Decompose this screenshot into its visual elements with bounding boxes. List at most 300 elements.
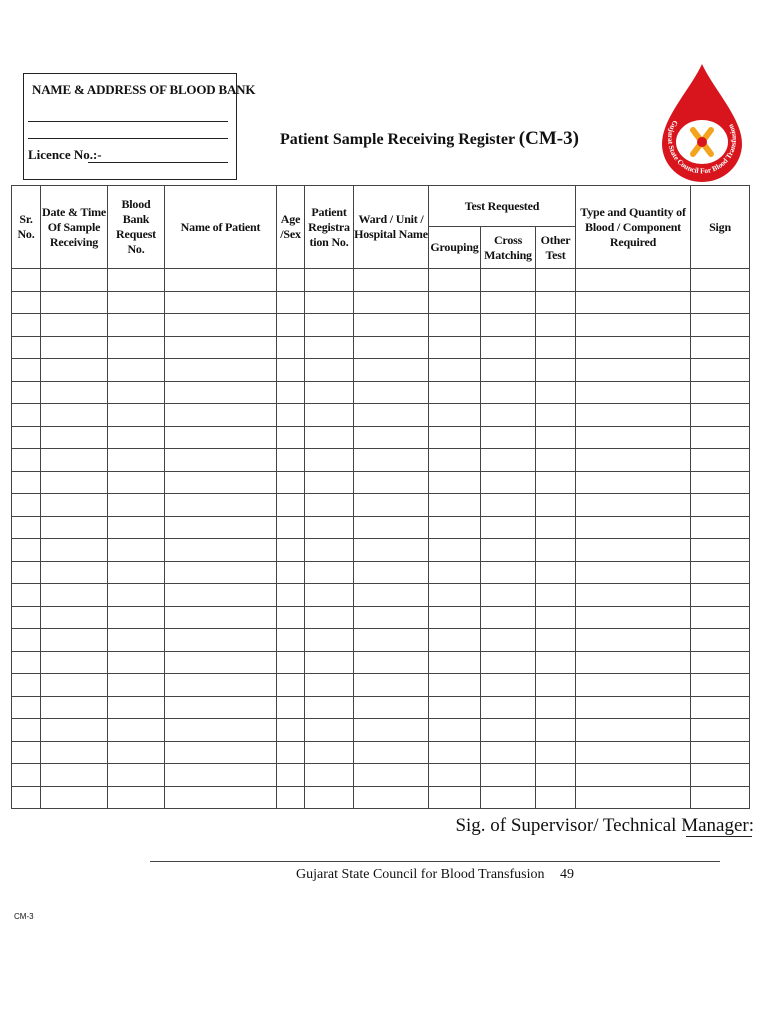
table-cell[interactable] — [12, 404, 41, 427]
table-cell[interactable] — [481, 516, 536, 539]
table-cell[interactable] — [481, 471, 536, 494]
table-cell[interactable] — [429, 539, 481, 562]
table-cell[interactable] — [41, 539, 108, 562]
table-cell[interactable] — [354, 471, 429, 494]
table-cell[interactable] — [481, 696, 536, 719]
table-cell[interactable] — [576, 426, 691, 449]
table-cell[interactable] — [41, 696, 108, 719]
table-cell[interactable] — [354, 539, 429, 562]
table-cell[interactable] — [165, 606, 277, 629]
table-cell[interactable] — [536, 291, 576, 314]
table-cell[interactable] — [108, 269, 165, 292]
address-line-2[interactable] — [28, 138, 228, 139]
table-cell[interactable] — [108, 674, 165, 697]
table-cell[interactable] — [481, 629, 536, 652]
table-cell[interactable] — [41, 651, 108, 674]
table-cell[interactable] — [305, 674, 354, 697]
table-cell[interactable] — [41, 381, 108, 404]
table-cell[interactable] — [108, 741, 165, 764]
table-cell[interactable] — [691, 404, 750, 427]
supervisor-signature-line[interactable] — [686, 836, 752, 837]
table-cell[interactable] — [41, 359, 108, 382]
table-cell[interactable] — [108, 449, 165, 472]
table-cell[interactable] — [12, 629, 41, 652]
table-cell[interactable] — [576, 539, 691, 562]
table-cell[interactable] — [481, 336, 536, 359]
table-cell[interactable] — [165, 336, 277, 359]
table-cell[interactable] — [165, 291, 277, 314]
table-cell[interactable] — [12, 494, 41, 517]
table-cell[interactable] — [41, 449, 108, 472]
table-cell[interactable] — [305, 516, 354, 539]
table-cell[interactable] — [429, 471, 481, 494]
table-cell[interactable] — [576, 606, 691, 629]
table-cell[interactable] — [429, 269, 481, 292]
table-cell[interactable] — [108, 719, 165, 742]
table-cell[interactable] — [691, 336, 750, 359]
table-cell[interactable] — [576, 764, 691, 787]
table-cell[interactable] — [354, 494, 429, 517]
table-cell[interactable] — [481, 539, 536, 562]
table-cell[interactable] — [277, 449, 305, 472]
table-cell[interactable] — [354, 561, 429, 584]
table-cell[interactable] — [305, 651, 354, 674]
table-cell[interactable] — [12, 696, 41, 719]
table-cell[interactable] — [305, 584, 354, 607]
table-cell[interactable] — [536, 336, 576, 359]
table-cell[interactable] — [277, 696, 305, 719]
table-cell[interactable] — [576, 336, 691, 359]
table-cell[interactable] — [305, 764, 354, 787]
table-cell[interactable] — [576, 494, 691, 517]
table-cell[interactable] — [576, 696, 691, 719]
address-line-1[interactable] — [28, 121, 228, 122]
table-cell[interactable] — [576, 786, 691, 809]
table-cell[interactable] — [481, 561, 536, 584]
table-cell[interactable] — [305, 291, 354, 314]
table-cell[interactable] — [481, 404, 536, 427]
table-cell[interactable] — [108, 426, 165, 449]
table-cell[interactable] — [12, 606, 41, 629]
table-cell[interactable] — [691, 674, 750, 697]
table-cell[interactable] — [691, 606, 750, 629]
table-cell[interactable] — [429, 606, 481, 629]
table-cell[interactable] — [429, 314, 481, 337]
table-cell[interactable] — [691, 584, 750, 607]
table-cell[interactable] — [12, 291, 41, 314]
table-cell[interactable] — [576, 269, 691, 292]
table-cell[interactable] — [429, 426, 481, 449]
table-cell[interactable] — [108, 584, 165, 607]
table-cell[interactable] — [305, 629, 354, 652]
table-cell[interactable] — [305, 314, 354, 337]
table-cell[interactable] — [691, 269, 750, 292]
table-cell[interactable] — [165, 561, 277, 584]
table-cell[interactable] — [354, 314, 429, 337]
table-cell[interactable] — [277, 786, 305, 809]
table-cell[interactable] — [354, 269, 429, 292]
table-cell[interactable] — [165, 696, 277, 719]
table-cell[interactable] — [576, 314, 691, 337]
table-cell[interactable] — [691, 786, 750, 809]
table-cell[interactable] — [576, 471, 691, 494]
table-cell[interactable] — [165, 516, 277, 539]
table-cell[interactable] — [305, 561, 354, 584]
table-cell[interactable] — [305, 719, 354, 742]
table-cell[interactable] — [354, 741, 429, 764]
table-cell[interactable] — [536, 449, 576, 472]
table-cell[interactable] — [576, 404, 691, 427]
table-cell[interactable] — [108, 764, 165, 787]
table-cell[interactable] — [576, 291, 691, 314]
table-cell[interactable] — [481, 786, 536, 809]
table-cell[interactable] — [108, 381, 165, 404]
table-cell[interactable] — [277, 494, 305, 517]
table-cell[interactable] — [536, 359, 576, 382]
table-cell[interactable] — [12, 651, 41, 674]
licence-number-line[interactable] — [88, 162, 228, 163]
table-cell[interactable] — [576, 561, 691, 584]
table-cell[interactable] — [536, 314, 576, 337]
table-cell[interactable] — [691, 719, 750, 742]
table-cell[interactable] — [12, 516, 41, 539]
table-cell[interactable] — [108, 561, 165, 584]
table-cell[interactable] — [481, 764, 536, 787]
table-cell[interactable] — [12, 449, 41, 472]
table-cell[interactable] — [12, 269, 41, 292]
table-cell[interactable] — [576, 719, 691, 742]
table-cell[interactable] — [41, 629, 108, 652]
table-cell[interactable] — [354, 719, 429, 742]
table-cell[interactable] — [429, 561, 481, 584]
table-cell[interactable] — [536, 584, 576, 607]
table-cell[interactable] — [576, 651, 691, 674]
table-cell[interactable] — [481, 584, 536, 607]
table-cell[interactable] — [576, 516, 691, 539]
table-cell[interactable] — [41, 719, 108, 742]
table-cell[interactable] — [536, 471, 576, 494]
table-cell[interactable] — [536, 741, 576, 764]
table-cell[interactable] — [536, 404, 576, 427]
table-cell[interactable] — [429, 719, 481, 742]
table-cell[interactable] — [277, 584, 305, 607]
table-cell[interactable] — [108, 539, 165, 562]
table-cell[interactable] — [429, 786, 481, 809]
table-cell[interactable] — [691, 516, 750, 539]
table-cell[interactable] — [305, 741, 354, 764]
table-cell[interactable] — [41, 741, 108, 764]
table-cell[interactable] — [305, 426, 354, 449]
table-cell[interactable] — [354, 359, 429, 382]
table-cell[interactable] — [165, 494, 277, 517]
table-cell[interactable] — [429, 516, 481, 539]
table-cell[interactable] — [691, 381, 750, 404]
table-cell[interactable] — [576, 584, 691, 607]
table-cell[interactable] — [165, 674, 277, 697]
table-cell[interactable] — [691, 471, 750, 494]
table-cell[interactable] — [165, 314, 277, 337]
table-cell[interactable] — [108, 606, 165, 629]
table-cell[interactable] — [41, 584, 108, 607]
table-cell[interactable] — [429, 449, 481, 472]
table-cell[interactable] — [277, 674, 305, 697]
table-cell[interactable] — [354, 404, 429, 427]
table-cell[interactable] — [305, 494, 354, 517]
table-cell[interactable] — [481, 494, 536, 517]
table-cell[interactable] — [536, 561, 576, 584]
table-cell[interactable] — [576, 674, 691, 697]
table-cell[interactable] — [481, 741, 536, 764]
table-cell[interactable] — [108, 629, 165, 652]
table-cell[interactable] — [41, 674, 108, 697]
table-cell[interactable] — [691, 359, 750, 382]
table-cell[interactable] — [354, 786, 429, 809]
table-cell[interactable] — [354, 764, 429, 787]
table-row — [12, 674, 750, 697]
table-cell[interactable] — [108, 471, 165, 494]
table-cell[interactable] — [536, 426, 576, 449]
table-cell[interactable] — [305, 471, 354, 494]
table-cell[interactable] — [691, 741, 750, 764]
table-cell[interactable] — [429, 629, 481, 652]
table-cell[interactable] — [305, 269, 354, 292]
table-cell[interactable] — [165, 651, 277, 674]
table-cell[interactable] — [277, 606, 305, 629]
table-cell[interactable] — [576, 359, 691, 382]
table-cell[interactable] — [354, 426, 429, 449]
table-cell[interactable] — [354, 381, 429, 404]
table-cell[interactable] — [536, 651, 576, 674]
table-cell[interactable] — [41, 314, 108, 337]
table-cell[interactable] — [165, 629, 277, 652]
table-cell[interactable] — [305, 786, 354, 809]
table-cell[interactable] — [691, 494, 750, 517]
blood-bank-address-box — [23, 73, 256, 180]
table-cell[interactable] — [277, 651, 305, 674]
table-cell[interactable] — [576, 741, 691, 764]
table-cell[interactable] — [691, 314, 750, 337]
table-cell[interactable] — [354, 584, 429, 607]
table-cell[interactable] — [305, 404, 354, 427]
table-cell[interactable] — [429, 696, 481, 719]
table-cell[interactable] — [12, 539, 41, 562]
table-cell[interactable] — [277, 404, 305, 427]
table-cell[interactable] — [354, 291, 429, 314]
table-cell[interactable] — [429, 674, 481, 697]
header-test-requested: Test Requested — [429, 186, 576, 227]
table-cell[interactable] — [12, 336, 41, 359]
table-cell[interactable] — [536, 786, 576, 809]
table-cell[interactable] — [691, 764, 750, 787]
table-cell[interactable] — [354, 696, 429, 719]
table-cell[interactable] — [41, 404, 108, 427]
table-cell[interactable] — [429, 404, 481, 427]
table-cell[interactable] — [12, 471, 41, 494]
table-cell[interactable] — [536, 381, 576, 404]
table-cell[interactable] — [12, 381, 41, 404]
table-cell[interactable] — [41, 336, 108, 359]
table-cell[interactable] — [165, 786, 277, 809]
table-cell[interactable] — [481, 359, 536, 382]
table-cell[interactable] — [429, 336, 481, 359]
register-table — [11, 185, 750, 809]
table-row — [12, 651, 750, 674]
table-cell[interactable] — [576, 629, 691, 652]
table-cell[interactable] — [108, 336, 165, 359]
table-cell[interactable] — [305, 606, 354, 629]
table-cell[interactable] — [41, 786, 108, 809]
table-cell[interactable] — [165, 539, 277, 562]
table-cell[interactable] — [277, 741, 305, 764]
table-cell[interactable] — [305, 336, 354, 359]
table-cell[interactable] — [277, 561, 305, 584]
table-cell[interactable] — [12, 741, 41, 764]
table-cell[interactable] — [691, 629, 750, 652]
table-cell[interactable] — [12, 561, 41, 584]
table-cell[interactable] — [576, 381, 691, 404]
table-cell[interactable] — [41, 471, 108, 494]
table-cell[interactable] — [536, 516, 576, 539]
table-cell[interactable] — [354, 606, 429, 629]
table-cell[interactable] — [277, 314, 305, 337]
table-cell[interactable] — [576, 449, 691, 472]
table-cell[interactable] — [429, 381, 481, 404]
table-cell[interactable] — [305, 449, 354, 472]
table-cell[interactable] — [108, 786, 165, 809]
table-cell[interactable] — [108, 696, 165, 719]
header-registration-no: Patient Registra tion No. — [305, 186, 354, 269]
table-cell[interactable] — [354, 336, 429, 359]
table-cell[interactable] — [429, 291, 481, 314]
table-cell[interactable] — [12, 584, 41, 607]
table-cell[interactable] — [165, 381, 277, 404]
table-cell[interactable] — [12, 426, 41, 449]
table-cell[interactable] — [165, 359, 277, 382]
table-cell[interactable] — [108, 494, 165, 517]
table-cell[interactable] — [277, 336, 305, 359]
table-cell[interactable] — [12, 314, 41, 337]
table-cell[interactable] — [481, 651, 536, 674]
table-cell[interactable] — [429, 359, 481, 382]
table-cell[interactable] — [354, 516, 429, 539]
table-cell[interactable] — [41, 494, 108, 517]
table-cell[interactable] — [165, 404, 277, 427]
table-cell[interactable] — [536, 269, 576, 292]
table-cell[interactable] — [41, 516, 108, 539]
table-cell[interactable] — [691, 449, 750, 472]
table-cell[interactable] — [481, 314, 536, 337]
table-cell[interactable] — [536, 629, 576, 652]
table-cell[interactable] — [429, 764, 481, 787]
address-box-title: NAME & ADDRESS OF BLOOD BANK — [32, 82, 256, 97]
table-cell[interactable] — [277, 516, 305, 539]
table-cell[interactable] — [41, 291, 108, 314]
table-cell[interactable] — [481, 449, 536, 472]
table-row — [12, 494, 750, 517]
table-cell[interactable] — [536, 674, 576, 697]
table-cell[interactable] — [41, 764, 108, 787]
table-cell[interactable] — [354, 449, 429, 472]
table-cell[interactable] — [12, 719, 41, 742]
table-cell[interactable] — [691, 291, 750, 314]
table-cell[interactable] — [691, 561, 750, 584]
table-cell[interactable] — [429, 651, 481, 674]
table-cell[interactable] — [277, 381, 305, 404]
table-cell[interactable] — [165, 269, 277, 292]
table-cell[interactable] — [691, 539, 750, 562]
table-cell[interactable] — [41, 606, 108, 629]
table-cell[interactable] — [429, 741, 481, 764]
table-cell[interactable] — [536, 764, 576, 787]
table-cell[interactable] — [12, 674, 41, 697]
table-cell[interactable] — [536, 494, 576, 517]
table-cell[interactable] — [481, 381, 536, 404]
table-cell[interactable] — [691, 426, 750, 449]
table-cell[interactable] — [481, 674, 536, 697]
table-cell[interactable] — [277, 471, 305, 494]
table-cell[interactable] — [305, 696, 354, 719]
table-cell[interactable] — [429, 494, 481, 517]
table-cell[interactable] — [305, 539, 354, 562]
table-cell[interactable] — [354, 674, 429, 697]
table-cell[interactable] — [108, 359, 165, 382]
table-cell[interactable] — [12, 786, 41, 809]
table-cell[interactable] — [165, 449, 277, 472]
table-cell[interactable] — [12, 359, 41, 382]
table-cell[interactable] — [165, 764, 277, 787]
table-cell[interactable] — [691, 651, 750, 674]
table-cell[interactable] — [536, 606, 576, 629]
table-cell[interactable] — [481, 606, 536, 629]
table-cell[interactable] — [12, 764, 41, 787]
table-cell[interactable] — [277, 719, 305, 742]
table-cell[interactable] — [108, 314, 165, 337]
table-cell[interactable] — [481, 719, 536, 742]
table-cell[interactable] — [354, 629, 429, 652]
table-cell[interactable] — [481, 426, 536, 449]
table-cell[interactable] — [691, 696, 750, 719]
table-cell[interactable] — [108, 651, 165, 674]
table-cell[interactable] — [165, 719, 277, 742]
table-cell[interactable] — [536, 696, 576, 719]
table-cell[interactable] — [41, 561, 108, 584]
table-cell[interactable] — [536, 539, 576, 562]
table-cell[interactable] — [108, 291, 165, 314]
table-cell[interactable] — [165, 471, 277, 494]
table-cell[interactable] — [277, 629, 305, 652]
table-cell[interactable] — [305, 381, 354, 404]
table-cell[interactable] — [108, 516, 165, 539]
table-cell[interactable] — [277, 426, 305, 449]
table-cell[interactable] — [277, 291, 305, 314]
table-cell[interactable] — [305, 359, 354, 382]
table-cell[interactable] — [165, 741, 277, 764]
table-cell[interactable] — [108, 404, 165, 427]
table-cell[interactable] — [277, 539, 305, 562]
table-cell[interactable] — [481, 291, 536, 314]
table-cell[interactable] — [429, 584, 481, 607]
table-cell[interactable] — [354, 651, 429, 674]
table-cell[interactable] — [165, 426, 277, 449]
table-cell[interactable] — [41, 269, 108, 292]
table-cell[interactable] — [277, 359, 305, 382]
table-cell[interactable] — [481, 269, 536, 292]
table-cell[interactable] — [536, 719, 576, 742]
table-cell[interactable] — [41, 426, 108, 449]
table-cell[interactable] — [277, 269, 305, 292]
table-cell[interactable] — [277, 764, 305, 787]
table-cell[interactable] — [165, 584, 277, 607]
